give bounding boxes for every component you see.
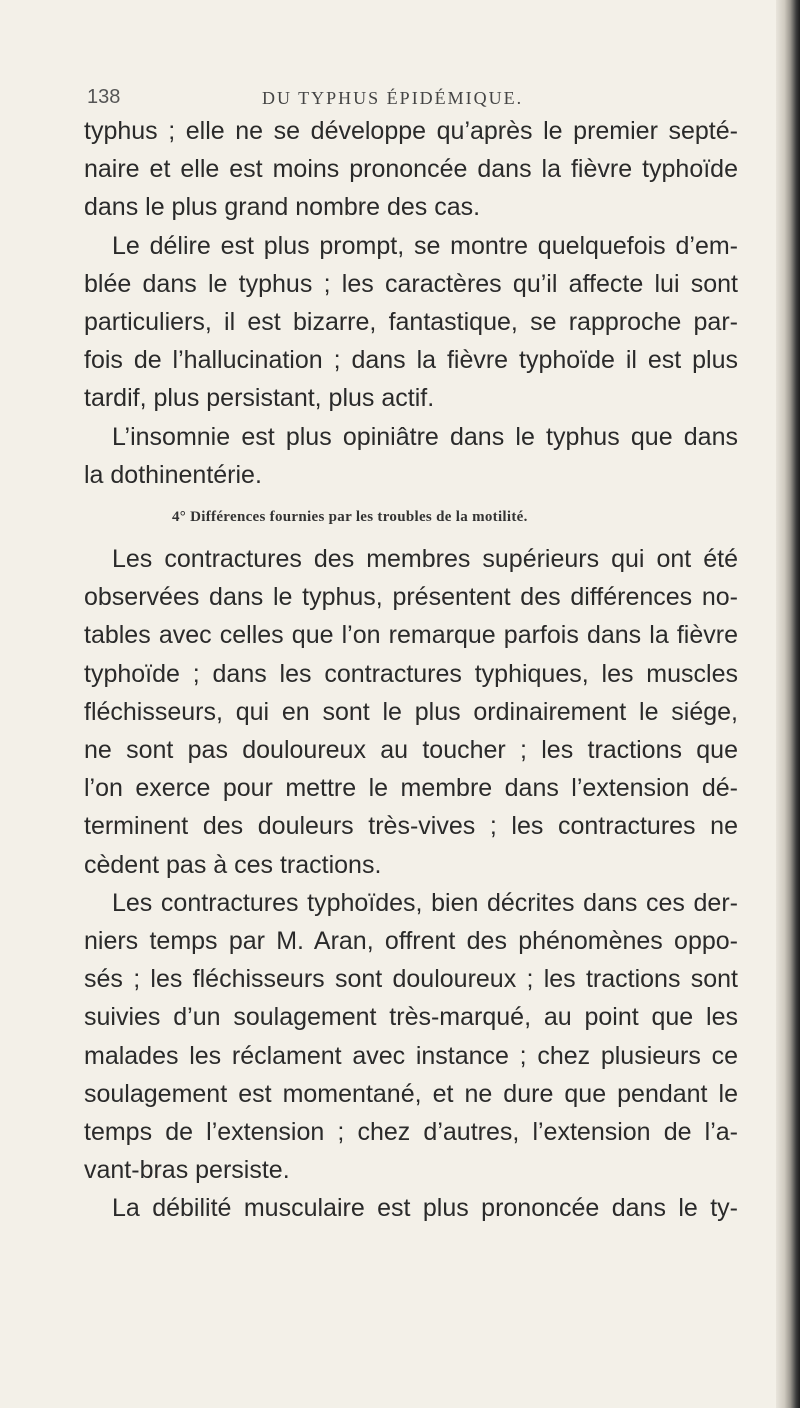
text-line: la dothinentérie. <box>84 460 262 489</box>
text-line: suivies d’un soulagement très-marqué, au point que les <box>84 1003 738 1032</box>
text-line: soulagement est momentané, et ne dure que pendant le <box>84 1079 738 1108</box>
page-number: 138 <box>87 86 121 108</box>
text-line: L’insomnie est plus opiniâtre dans le typhus que dans <box>112 422 738 451</box>
text-line: particuliers, il est bizarre, fantastique, se rapproche par- <box>84 308 738 337</box>
text-line: fléchisseurs, qui en sont le plus ordinairement le siége, <box>84 697 738 726</box>
text-line: temps de l’extension ; chez d’autres, l’extension de l’a- <box>84 1118 738 1147</box>
text-line: malades les réclament avec instance ; chez plusieurs ce <box>84 1041 738 1070</box>
text-line: dans le plus grand nombre des cas. <box>84 193 481 222</box>
text-line: vant-bras persiste. <box>84 1156 290 1185</box>
page-edge-shadow <box>776 0 800 1408</box>
text-line: naire et elle est moins prononcée dans la fièvre typhoïde <box>84 155 738 184</box>
text-line: ne sont pas douloureux au toucher ; les tractions que <box>84 736 738 765</box>
text-line: tardif, plus persistant, plus actif. <box>84 384 435 413</box>
text-line: Le délire est plus prompt, se montre quelquefois d’em- <box>112 231 738 260</box>
text-line: tables avec celles que l’on remarque parfois dans la fièvre <box>84 621 738 650</box>
text-line: blée dans le typhus ; les caractères qu’il affecte lui sont <box>84 269 738 298</box>
running-title: DU TYPHUS ÉPIDÉMIQUE. <box>262 88 524 108</box>
text-line: terminent des douleurs très-vives ; les contractures ne <box>84 812 738 841</box>
text-line: Les contractures des membres supérieurs qui ont été <box>112 545 738 574</box>
section-heading: 4° Différences fournies par les troubles de la motilité. <box>172 509 528 526</box>
body-text <box>84 112 738 1228</box>
text-line: Les contractures typhoïdes, bien décrites dans ces der- <box>112 888 738 917</box>
text-line: l’on exerce pour mettre le membre dans l’extension dé- <box>84 774 738 803</box>
text-line: cèdent pas à ces tractions. <box>84 850 382 879</box>
text-line: observées dans le typhus, présentent des différences no- <box>84 583 738 612</box>
text-line: La débilité musculaire est plus prononcée dans le ty- <box>112 1194 738 1223</box>
text-line: fois de l’hallucination ; dans la fièvre typhoïde il est plus <box>84 346 738 375</box>
text-line: typhus ; elle ne se développe qu’après le premier septé- <box>84 117 738 145</box>
text-line: sés ; les fléchisseurs sont douloureux ; les tractions sont <box>84 965 738 994</box>
text-line: typhoïde ; dans les contractures typhiques, les muscles <box>84 659 738 688</box>
text-line: niers temps par M. Aran, offrent des phénomènes oppo- <box>84 927 738 956</box>
